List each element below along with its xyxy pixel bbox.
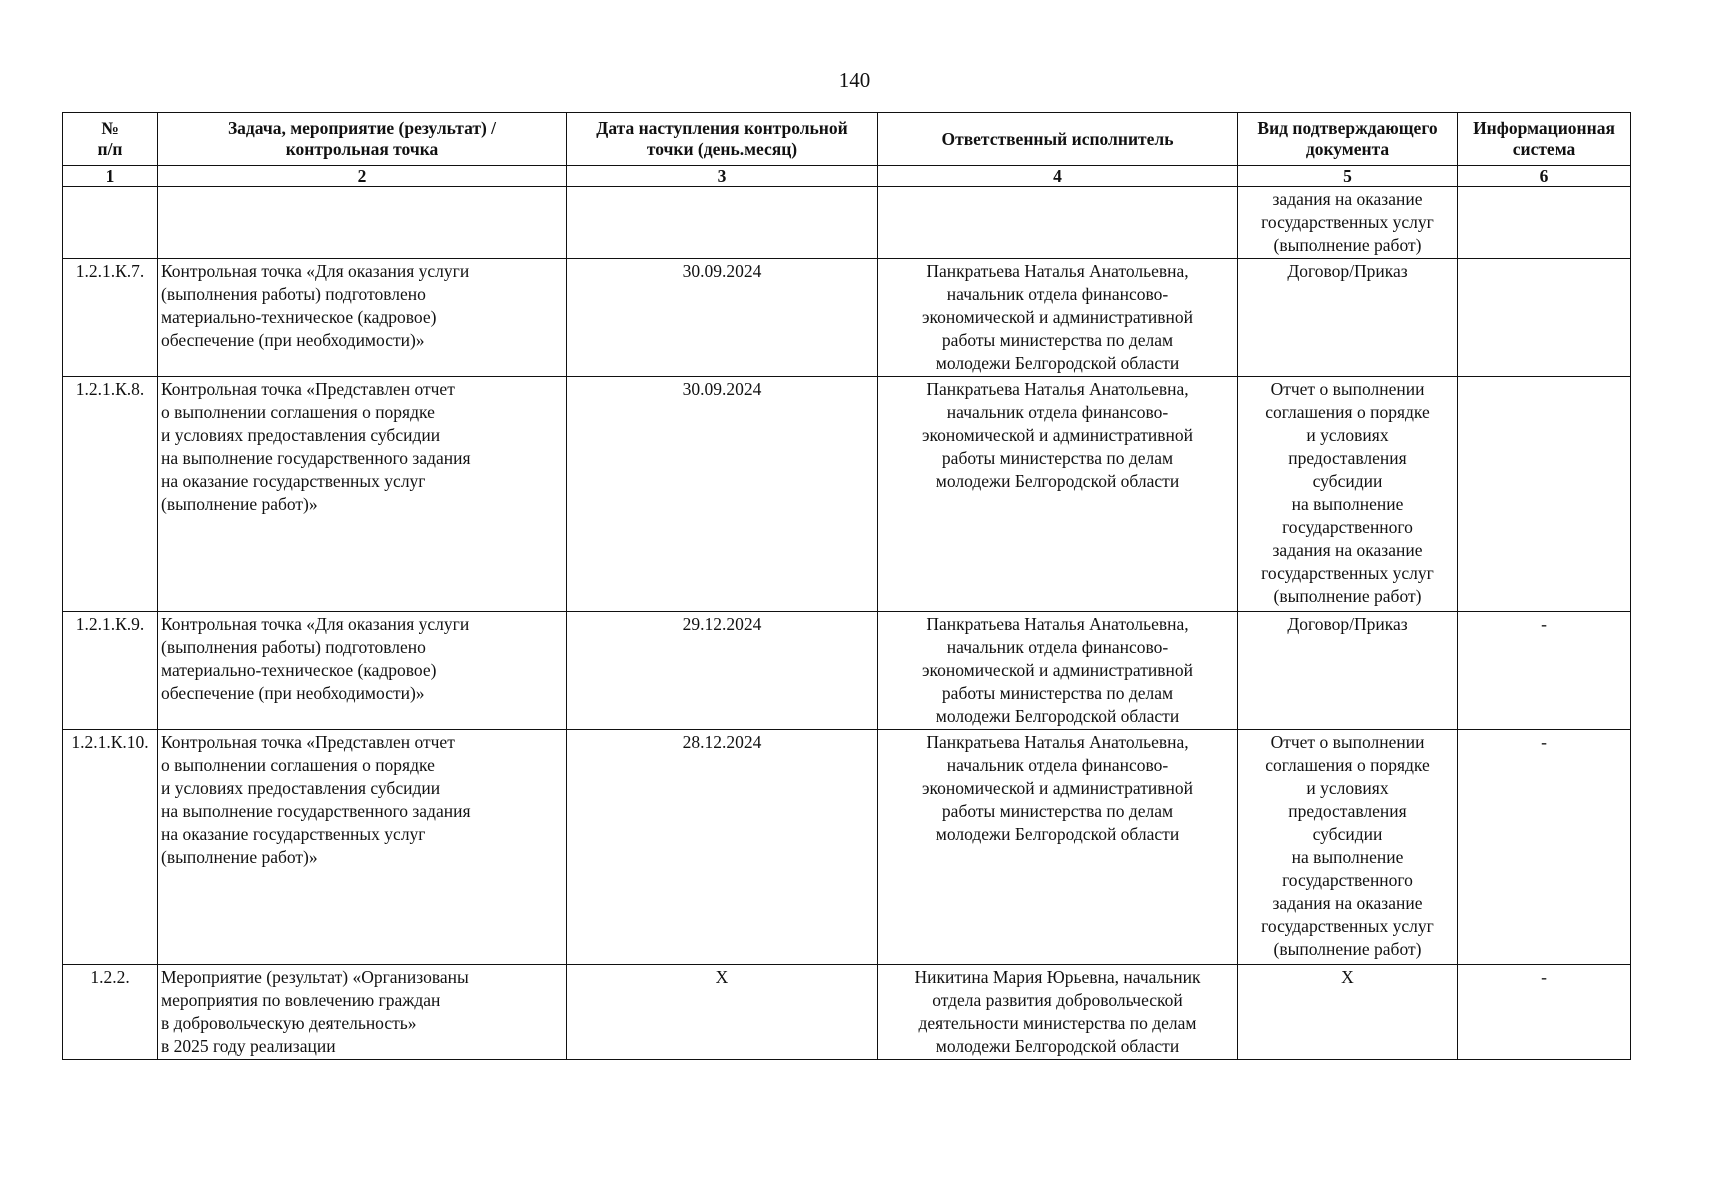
col-number-6: 6 [1458,166,1631,187]
control-points-table [62,112,1631,1060]
row-number: 1.2.1.К.9. [63,612,158,730]
header-responsible-text: Ответственный исполнитель [941,128,1174,149]
table-row [63,730,1631,965]
header-task-text: Задача, мероприятие (результат) / контрольная точка [227,118,497,159]
row-responsible: Панкратьева Наталья Анатольевна, начальник отдела финансово- экономической и административной работы министерства по делам молодежи Белгородской области [878,730,1238,965]
table-row [63,377,1631,612]
col-number-1: 1 [63,166,158,187]
col-number-5: 5 [1238,166,1458,187]
row-document: Договор/Приказ [1238,612,1458,730]
row-document: Отчет о выполнении соглашения о порядке и условиях предоставления субсидии на выполнение государственного задания на оказание государственных услуг (выполнение работ) [1238,730,1458,965]
row-number [63,187,158,259]
page-number: 140 [838,68,871,92]
row-responsible: Панкратьева Наталья Анатольевна, начальник отдела финансово- экономической и административной работы министерства по делам молодежи Белгородской области [878,377,1238,612]
row-task: Контрольная точка «Представлен отчет о выполнении соглашения о порядке и условиях предоставления субсидии на выполнение государственного задания на оказание государственных услуг (выполнение работ)» [158,377,567,612]
row-date: 30.09.2024 [567,259,878,377]
header-document-text: Вид подтверждающего документа [1257,118,1438,159]
row-system [1458,259,1631,377]
row-task: Контрольная точка «Для оказания услуги (выполнения работы) подготовлено материально-техническое (кадровое) обеспечение (при необходимости)» [158,612,567,730]
header-responsible [878,113,1238,166]
row-system [1458,187,1631,259]
row-document: X [1238,965,1458,1060]
row-document: задания на оказание государственных услуг (выполнение работ) [1238,187,1458,259]
header-date-text: Дата наступления контрольной точки (день.месяц) [596,118,848,159]
row-task [158,187,567,259]
header-task [158,113,567,166]
row-responsible: Панкратьева Наталья Анатольевна, начальник отдела финансово- экономической и административной работы министерства по делам молодежи Белгородской области [878,612,1238,730]
header-number-text: № п/п [97,118,123,159]
table-row [63,612,1631,730]
row-task: Контрольная точка «Представлен отчет о выполнении соглашения о порядке и условиях предоставления субсидии на выполнение государственного задания на оказание государственных услуг (выполнение работ)» [158,730,567,965]
header-system-text: Информационная система [1473,118,1615,159]
header-number [63,113,158,166]
row-date: 30.09.2024 [567,377,878,612]
header-system [1458,113,1631,166]
col-number-3: 3 [567,166,878,187]
row-number: 1.2.2. [63,965,158,1060]
row-system: - [1458,965,1631,1060]
col-number-2: 2 [158,166,567,187]
row-date [567,187,878,259]
row-date: X [567,965,878,1060]
row-system [1458,377,1631,612]
row-system: - [1458,730,1631,965]
row-task: Мероприятие (результат) «Организованы мероприятия по вовлечению граждан в добровольческую деятельность» в 2025 году реализации [158,965,567,1060]
table-row [63,965,1631,1060]
row-number: 1.2.1.К.8. [63,377,158,612]
table-row [63,259,1631,377]
row-document: Отчет о выполнении соглашения о порядке и условиях предоставления субсидии на выполнение государственного задания на оказание государственных услуг (выполнение работ) [1238,377,1458,612]
row-task: Контрольная точка «Для оказания услуги (выполнения работы) подготовлено материально-техническое (кадровое) обеспечение (при необходимости)» [158,259,567,377]
row-number: 1.2.1.К.10. [63,730,158,965]
header-date [567,113,878,166]
row-responsible: Никитина Мария Юрьевна, начальник отдела развития добровольческой деятельности министерства по делам молодежи Белгородской области [878,965,1238,1060]
row-responsible: Панкратьева Наталья Анатольевна, начальник отдела финансово- экономической и административной работы министерства по делам молодежи Белгородской области [878,259,1238,377]
row-system: - [1458,612,1631,730]
row-date: 28.12.2024 [567,730,878,965]
header-row [63,113,1631,166]
row-document: Договор/Приказ [1238,259,1458,377]
row-number: 1.2.1.К.7. [63,259,158,377]
header-document [1238,113,1458,166]
row-date: 29.12.2024 [567,612,878,730]
row-responsible [878,187,1238,259]
numbering-row [63,166,1631,187]
col-number-4: 4 [878,166,1238,187]
table-row [63,187,1631,259]
